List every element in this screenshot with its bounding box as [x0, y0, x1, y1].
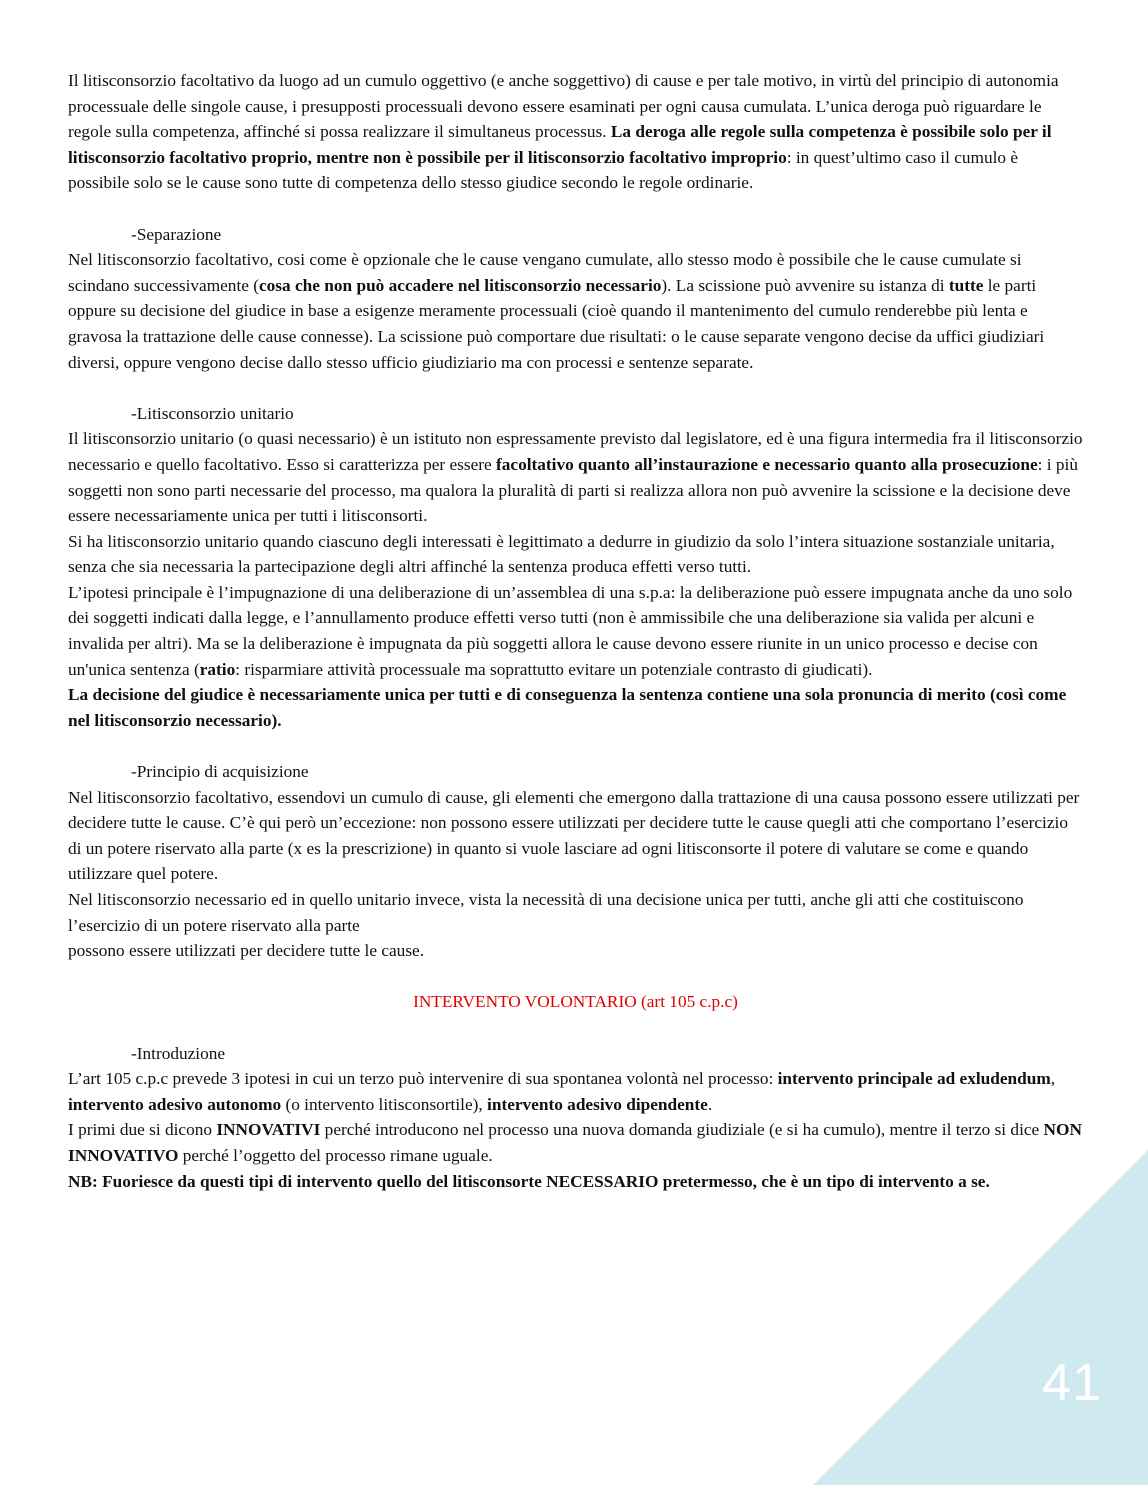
bold-text: NB: Fuoriesce da questi tipi di intervento quello del litisconsorte NECESSARIO pretermesso, che è un tipo di intervento a se. — [68, 1171, 990, 1191]
page-body — [68, 68, 1083, 1194]
subheading-introduzione: -Introduzione — [131, 1043, 226, 1063]
paragraph: Nel litisconsorzio necessario ed in quello unitario invece, vista la necessità di una decisione unica per tutti, anche gli atti che costituiscono l’esercizio di un potere riservato alla parte — [68, 890, 1024, 935]
text: L’ipotesi principale è l’impugnazione di una deliberazione di un’assemblea di una s.p.a: la deliberazione può essere impugnata anche da uno solo dei soggetti indicati dalla legge, e l’annullamento produce effetti verso tutti (non è ammissibile che una deliberazione sia valida per alcuni e invalida per altri). Ma se la deliberazione è impugnata da più soggetti allora le cause devono essere riunite in un unico processo e decise con un'unica sentenza ( — [68, 582, 1073, 679]
paragraph: Nel litisconsorzio facoltativo, essendovi un cumulo di cause, gli elementi che emergono dalla trattazione di una causa possono essere utilizzati per decidere tutte le cause. C’è qui però un’eccezione: non possono essere utilizzati per decidere tutte le cause quegli atti che comportano l’esercizio di un potere riservato alla parte (x es la prescrizione) in quanto si vuole lasciare ad ogni litisconsorte il potere di valutare se come e quando utilizzare quel potere. — [68, 787, 1080, 884]
bold-text: intervento adesivo dipendente — [487, 1094, 708, 1114]
bold-text: INNOVATIVI — [216, 1120, 321, 1140]
text: L’art 105 c.p.c prevede 3 ipotesi in cui un terzo può intervenire di sua spontanea volontà nel processo: — [68, 1069, 778, 1089]
bold-text: ratio — [199, 659, 236, 679]
text: ). La scissione può avvenire su istanza di — [661, 275, 949, 295]
paragraph — [68, 580, 1083, 682]
bold-text: La decisione del giudice è necessariamente unica per tutti e di conseguenza la sentenza contiene una sola pronuncia di merito (così come nel litisconsorzio necessario). — [68, 685, 1067, 730]
text: I primi due si dicono — [68, 1120, 217, 1140]
text: : risparmiare attività processuale ma soprattutto evitare un potenziale contrasto di giudicati). — [235, 659, 873, 679]
subheading-principio-acquisizione: -Principio di acquisizione — [131, 762, 309, 782]
text: . — [707, 1094, 713, 1114]
bold-text: intervento adesivo autonomo — [68, 1094, 282, 1114]
paragraph: possono essere utilizzati per decidere tutte le cause. — [68, 941, 425, 961]
bold-text: facoltativo quanto all’instaurazione e necessario quanto alla prosecuzione — [496, 454, 1038, 474]
corner-decoration — [813, 1150, 1148, 1485]
text: perché l’oggetto del processo rimane uguale. — [178, 1145, 493, 1165]
text: Nel litisconsorzio facoltativo, cosi come è opzionale che le cause vengano cumulate, allo stesso modo è possibile che le cause cumulate si scindano successivamente ( — [68, 250, 1022, 295]
bold-text: tutte — [948, 275, 984, 295]
text: , — [1050, 1069, 1056, 1089]
text: Il litisconsorzio unitario (o quasi necessario) è un istituto non espressamente previsto dal legislatore, ed è una figura intermedia fra il litisconsorzio necessario e quello facoltativo. Esso si caratterizza per essere — [68, 429, 1083, 474]
bold-text: cosa che non può accadere nel litisconsorzio necessario — [259, 275, 662, 295]
subheading-litisconsorzio-unitario: -Litisconsorzio unitario — [131, 403, 294, 423]
bold-text: NON INNOVATIVO — [68, 1120, 1082, 1165]
section-title: INTERVENTO VOLONTARIO (art 105 c.p.c) — [413, 992, 738, 1012]
text: Il litisconsorzio facoltativo da luogo ad un cumulo oggettivo (e anche soggettivo) di cause e per tale motivo, in virtù del principio di autonomia processuale delle singole cause, i presupposti processuali devono essere esaminati per ogni causa cumulata. L’unica deroga può riguardare le regole sulla competenza, affinché si possa realizzare il simultaneus processus. — [68, 71, 1059, 142]
text: le parti oppure su decisione del giudice in base a esigenze meramente processuali (cioè quando il mantenimento del cumulo renderebbe più lenta e gravosa la trattazione delle cause connesse). La scissione può comportare due risultati: o le cause separate vengono decise da uffici giudiziari diversi, oppure vengono decise dallo stesso ufficio giudiziario ma con processi e sentenze separate. — [68, 275, 1045, 372]
paragraph — [68, 1066, 1083, 1117]
text: : i più soggetti non sono parti necessarie del processo, ma qualora la pluralità di parti si realizza allora non può avvenire la scissione e la decisione deve essere necessariamente unica per tutti i litisconsorti. — [68, 454, 1078, 526]
bold-paragraph — [68, 682, 1083, 733]
paragraph: Si ha litisconsorzio unitario quando ciascuno degli interessati è legittimato a dedurre in giudizio da solo l’intera situazione sostanziale unitaria, senza che sia necessaria la partecipazione degli altri affinché la sentenza produca effetti verso tutti. — [68, 531, 1055, 577]
paragraph — [68, 426, 1083, 528]
text: : in quest’ultimo caso il cumulo è possibile solo se le cause sono tutte di competenza dello stesso giudice secondo le regole ordinarie. — [68, 147, 1019, 193]
page-number: 41 — [1042, 1354, 1102, 1412]
text: (o intervento litisconsortile), — [281, 1094, 488, 1114]
paragraph — [68, 68, 1083, 196]
bold-text: La deroga alle regole sulla competenza è possibile solo per il litisconsorzio facoltativo proprio, mentre non è possibile per il litisconsorzio facoltativo improprio — [68, 122, 1052, 167]
paragraph — [68, 247, 1083, 375]
bold-text: intervento principale ad exludendum — [777, 1069, 1051, 1089]
text: perché introducono nel processo una nuova domanda giudiziale (e si ha cumulo), mentre il terzo si dice — [320, 1120, 1044, 1140]
subheading-separazione: -Separazione — [131, 224, 222, 244]
